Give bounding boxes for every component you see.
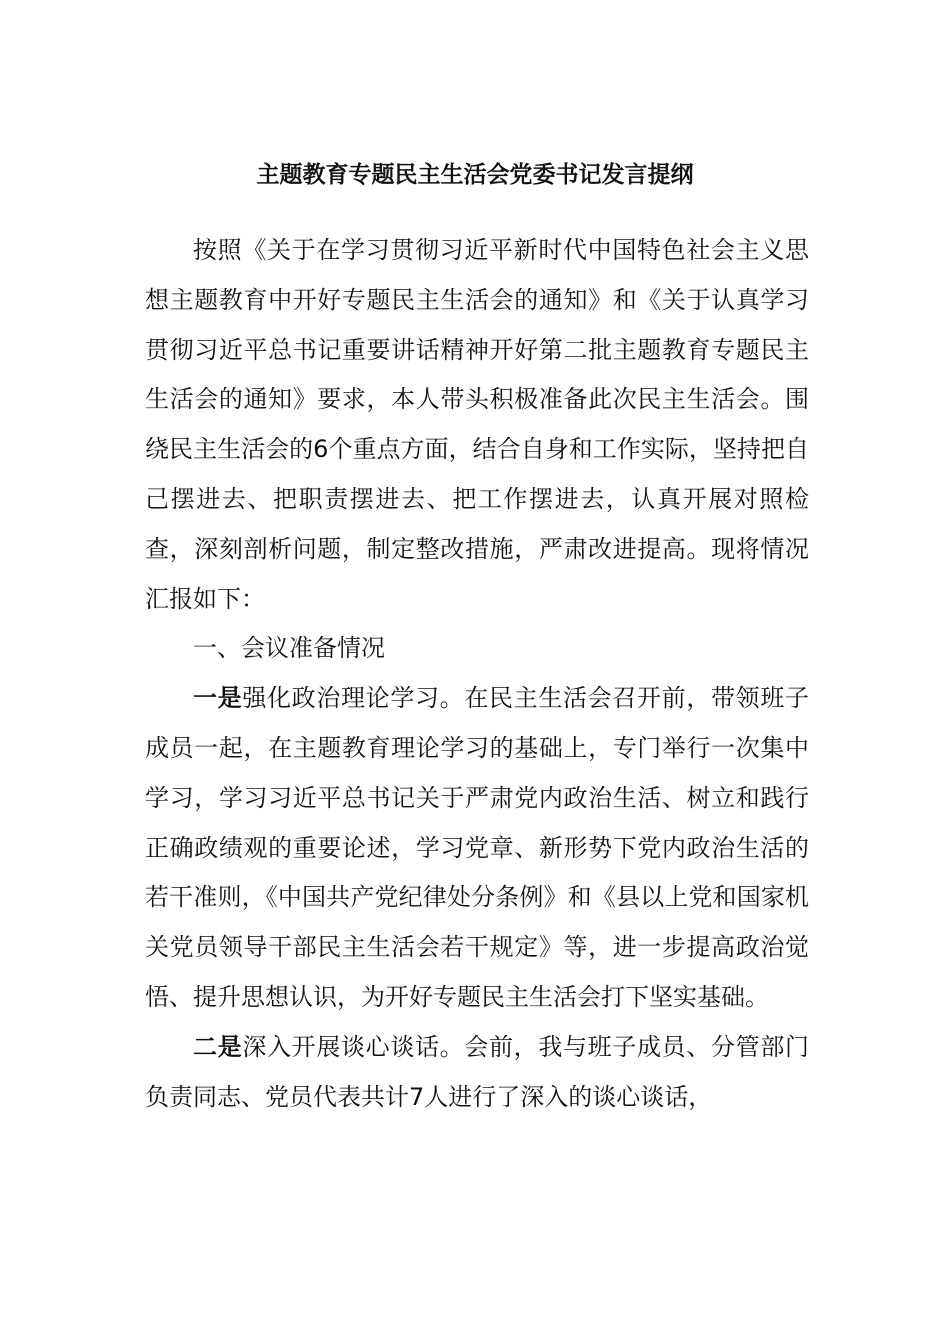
document-title: 主题教育专题民主生活会党委书记发言提纲 bbox=[256, 162, 694, 188]
section-heading: 一、会议准备情况 bbox=[193, 634, 385, 663]
document-body bbox=[145, 226, 809, 1122]
item-text-2: 深入开展谈心谈话。会前，我与班子成员、分管部门负责同志、党员代表共计7人进行了深入的谈心谈话， bbox=[145, 1032, 810, 1111]
item-paragraph-1 bbox=[145, 674, 809, 1023]
item-lead-1: 一是 bbox=[193, 684, 243, 713]
item-text-1: 强化政治理论学习。在民主生活会召开前，带领班子成员一起，在主题教育理论学习的基础上，专门举行一次集中学习，学习习近平总书记关于严肃党内政治生活、树立和践行正确政绩观的重要论述，学习党章、新形势下党内政治生活的若干准则，《中国共产党纪律处分条例》和《县以上党和国家机关党员领导干部民主生活会若干规定》等，进一步提高政治觉悟、提升思想认识，为开好专题民主生活会打下坚实基础。 bbox=[145, 684, 810, 1011]
item-lead-2: 二是 bbox=[193, 1032, 243, 1061]
item-paragraph-2 bbox=[145, 1023, 809, 1123]
intro-paragraph: 按照《关于在学习贯彻习近平新时代中国特色社会主义思想主题教育中开好专题民主生活会的通知》和《关于认真学习贯彻习近平总书记重要讲话精神开好第二批主题教育专题民主生活会的通知》要求，本人带头积极准备此次民主生活会。围绕民主生活会的6个重点方面，结合自身和工作实际，坚持把自己摆进去、把职责摆进去、把工作摆进去，认真开展对照检查，深刻剖析问题，制定整改措施，严肃改进提高。现将情况汇报如下： bbox=[145, 236, 809, 613]
